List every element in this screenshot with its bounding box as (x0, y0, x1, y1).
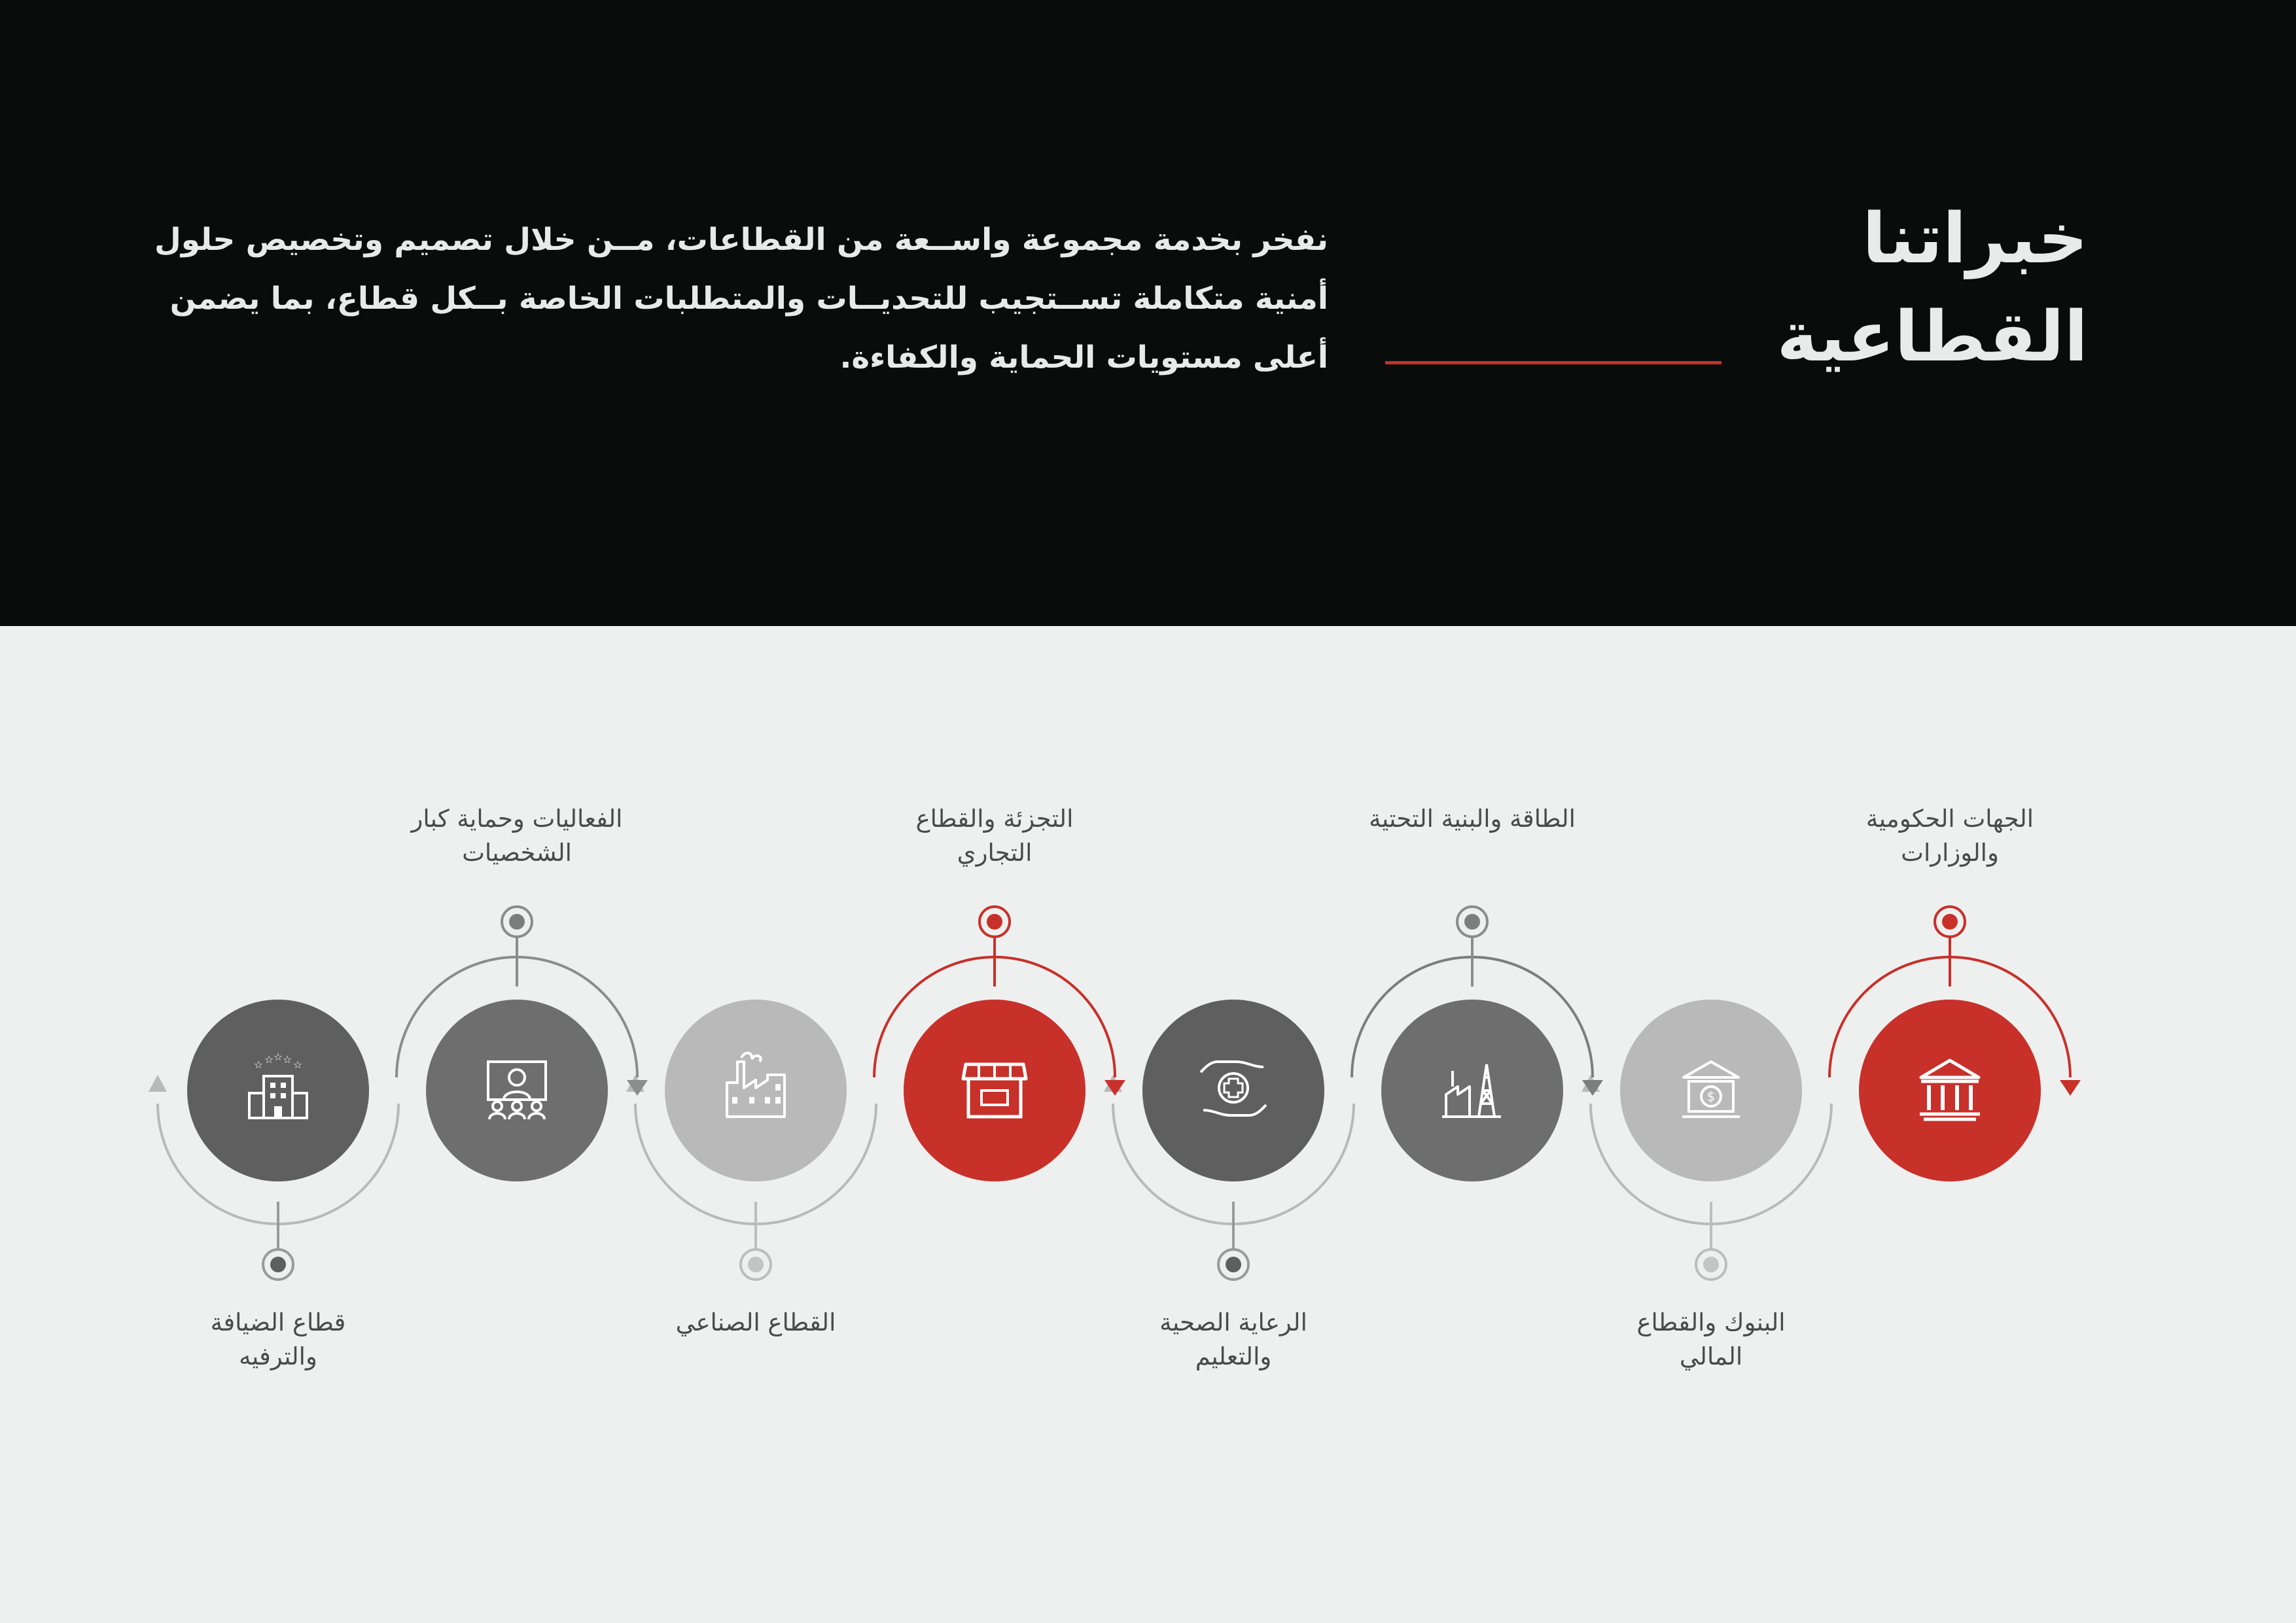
sector-label (1335, 802, 1610, 836)
sector-label (857, 802, 1132, 870)
arrowhead (149, 1075, 167, 1092)
sector-label (380, 802, 654, 870)
icon-part (270, 1093, 275, 1098)
sector-label-line: الطاقة والبنية التحتية (1369, 805, 1576, 833)
sector-label-line: والتعليم (1195, 1342, 1272, 1370)
icon-part: $ (1706, 1089, 1716, 1104)
icon-part (732, 1097, 737, 1104)
icon-part (775, 1097, 781, 1104)
icon-part (274, 1106, 282, 1118)
sector-label-line: القطاع الصناعي (675, 1308, 836, 1336)
sector-label-line: الفعاليات وحماية كبار (411, 805, 623, 833)
pin-dot (1226, 1257, 1241, 1272)
icon-part: ☆ (282, 1053, 292, 1066)
icon-part (775, 1084, 781, 1091)
sector-label-line: والوزارات (1901, 839, 1999, 867)
intro-line-3: أعلى مستويات الحماية والكفاءة. (839, 340, 1328, 375)
sector-node (1581, 1000, 1831, 1280)
intro-line-1: نفخر بخدمة مجموعة واســعة من القطاعات، مــن خلال تصميم وتخصيص حلول (154, 222, 1328, 258)
sector-label-line: التجزئة والقطاع (915, 805, 1074, 833)
sector-label-line: والترفيه (239, 1342, 317, 1370)
arrowhead (2060, 1080, 2081, 1096)
pin-dot (1942, 914, 1958, 930)
page-title-line-2: القطاعية (1776, 296, 2088, 377)
pin-dot (748, 1257, 764, 1272)
sector-label (141, 1306, 415, 1374)
icon-part: ☆ (253, 1058, 264, 1071)
icon-part: ☆ (273, 1051, 283, 1063)
sector-label-line: المالي (1679, 1342, 1743, 1370)
sector-circle (1859, 1000, 2041, 1181)
sector-node (874, 907, 1125, 1181)
sector-circle (1142, 1000, 1324, 1181)
sector-node (1104, 1000, 1354, 1280)
sector-node (149, 1000, 398, 1280)
sector-label (618, 1306, 893, 1340)
icon-part (270, 1083, 275, 1088)
sector-label-line: الجهات الحكومية (1865, 805, 2034, 833)
pin-dot (1703, 1257, 1719, 1272)
sector-node (397, 907, 648, 1181)
sector-label-line: البنوك والقطاع (1636, 1308, 1786, 1336)
pin-dot (270, 1257, 286, 1272)
sector-label-line: الرعاية الصحية (1159, 1308, 1307, 1336)
pin-dot (509, 914, 525, 930)
icon-part (281, 1083, 286, 1088)
icon-part: ☆ (264, 1053, 274, 1066)
icon-part (749, 1097, 754, 1104)
pin-dot (1464, 914, 1480, 930)
sector-label (1574, 1306, 1848, 1374)
icon-part (765, 1097, 770, 1104)
intro-line-2: أمنية متكاملة تســتجيب للتحديــات والمتطلبات الخاصة بــكل قطاع، بما يضمن (169, 281, 1328, 317)
sector-label (1812, 802, 2087, 870)
sector-node (1829, 907, 2081, 1181)
sector-circle (1381, 1000, 1563, 1181)
sector-node (626, 1000, 876, 1280)
sector-label-line: الشخصيات (462, 839, 572, 867)
sector-label-line: التجاري (957, 839, 1033, 867)
sector-circle (187, 1000, 369, 1181)
sector-label (1096, 1306, 1371, 1374)
pin-dot (987, 914, 1002, 930)
icon-part: ☆ (292, 1058, 303, 1071)
sector-circle (665, 1000, 847, 1181)
page-title-line-1: خبراتنا (1862, 198, 2088, 279)
icon-part (281, 1093, 286, 1098)
sector-label-line: قطاع الضيافة (210, 1308, 346, 1336)
sector-node (1352, 907, 1603, 1181)
